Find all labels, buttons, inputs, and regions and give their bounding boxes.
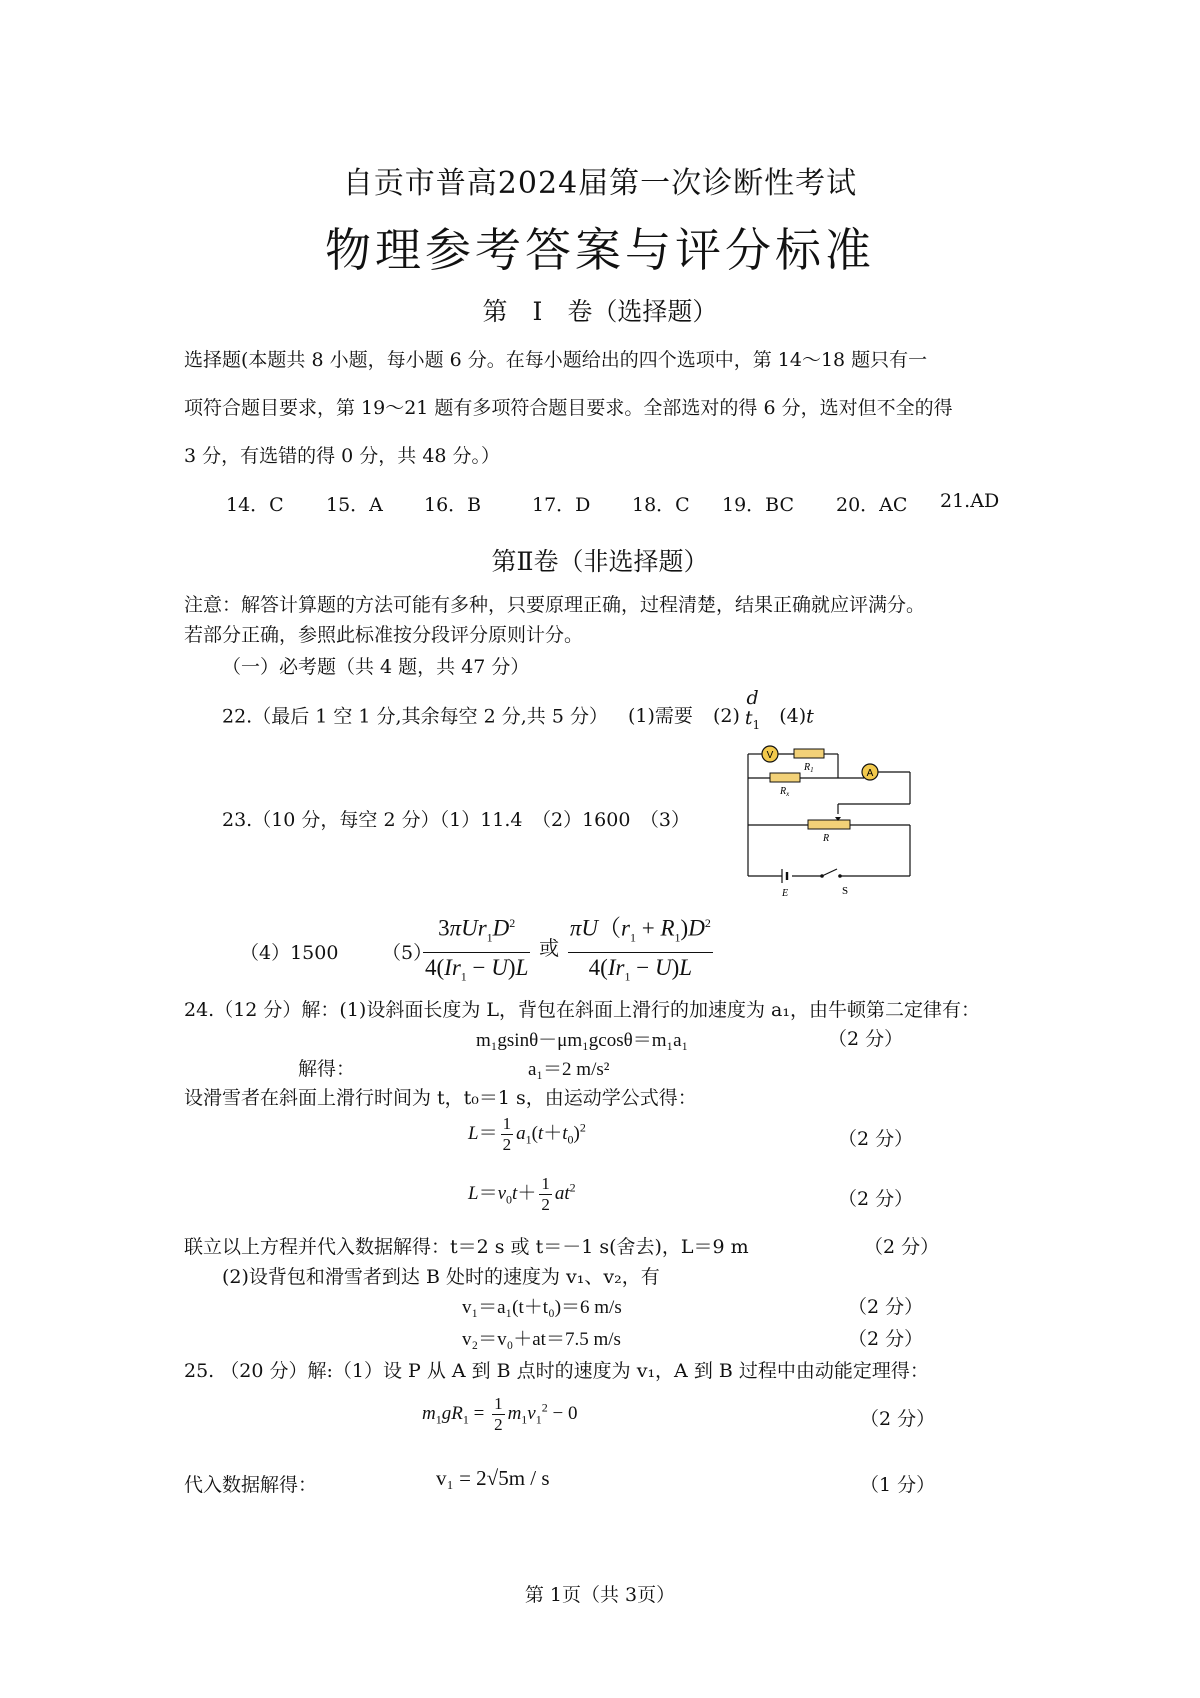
part1-intro-line1: 选择题(本题共 8 小题，每小题 6 分。在每小题给出的四个选项中，第 14～18 题只有一 — [184, 349, 928, 371]
q24-eq1: m₁gsinθ－μm₁gcosθ＝m₁a₁ — [476, 1030, 689, 1051]
section-2-heading: 第Ⅱ卷（非选择题） — [491, 547, 709, 576]
answer-18: 18．C — [632, 494, 690, 516]
q22-a2-fraction: d $t_1$ — [744, 687, 761, 732]
q24-eq1-score: （2 分） — [828, 1028, 904, 1050]
q24-eq4: $L=v_0t+$ $\frac{1}{2}$ $at^2$ — [468, 1174, 576, 1214]
q25-line1: 25. （20 分）解:（1）设 P 从 A 到 B 点时的速度为 v₁，A 到 B 过程中由动能定理得： — [184, 1360, 929, 1382]
q24-eq6-score: （2 分） — [848, 1328, 924, 1350]
q25-eq1-score: （2 分） — [860, 1408, 936, 1430]
answer-16: 16．B — [424, 494, 482, 516]
section-1-heading: 第 Ⅰ 卷（选择题） — [482, 297, 718, 326]
q24-eq4-score: （2 分） — [838, 1188, 914, 1210]
q24-eq2: a₁＝2 m/s² — [528, 1059, 610, 1080]
q22-a1: (1)需要 — [628, 705, 693, 728]
q24-line4: (2)设背包和滑雪者到达 B 处时的速度为 v₁、v₂，有 — [222, 1266, 660, 1288]
q23-a5-label: （5） — [382, 942, 433, 964]
q25-eq2-score: （1 分） — [860, 1474, 936, 1496]
q25-eq2: v₁ = 2√5m / s — [436, 1466, 550, 1490]
q22-a2-label: (2) — [712, 705, 740, 728]
svg-text:R1: $R_1$ — [804, 762, 814, 774]
required-heading: （一）必考题（共 4 题，共 47 分） — [222, 656, 530, 678]
q24-eq3: L＝ $\frac{1}{2}$ $a_1(t+t_0)^2$ — [468, 1114, 586, 1154]
q22-a4-var: t — [806, 705, 814, 728]
rheostat — [808, 820, 850, 829]
q22-a4-label: (4) — [779, 705, 807, 728]
q22-answer — [222, 687, 814, 741]
q23-prefix: 23.（10 分，每空 2 分）（1）11.4 （2）1600 （3） — [222, 809, 691, 831]
resistor-rx — [770, 773, 800, 782]
svg-text:V: V — [766, 750, 774, 761]
q23-a4: （4）1500 — [240, 942, 339, 964]
q24-line1: 24.（12 分）解：(1)设斜面长度为 L，背包在斜面上滑行的加速度为 a₁，由牛顿第二定律有： — [184, 999, 980, 1021]
q24-eq6: v₂＝v₀＋at＝7.5 m/s — [462, 1329, 621, 1350]
q22-prefix: 22.（最后 1 空 1 分,其余每空 2 分,共 5 分） — [222, 705, 608, 728]
q24-eq5: v₁＝a₁(t＋t₀)＝6 m/s — [462, 1297, 622, 1318]
part1-intro-line3: 3 分，有选错的得 0 分，共 48 分。） — [184, 445, 501, 467]
svg-text:R: R — [823, 833, 830, 844]
q25-solve-label: 代入数据解得： — [184, 1474, 318, 1496]
svg-text:S: S — [842, 885, 849, 897]
page-footer: 第 1页（共 3页） — [524, 1584, 676, 1606]
svg-text:A: A — [866, 768, 874, 779]
answer-21: 21.AD — [940, 490, 1000, 512]
answer-key-title: 物理参考答案与评分标准 — [325, 223, 875, 277]
q24-line3-score: （2 分） — [864, 1236, 940, 1258]
svg-text:Rx: $R_x$ — [780, 786, 790, 798]
q23-a5-formula: $\frac{3\pi Ur_1D^2}{4(Ir_1 - U)L}$ 或 $\frac{\pi U(r_1 + R_1)D^2}{4(Ir_1 - U)L}$ — [420, 908, 716, 992]
q24-eq3-score: （2 分） — [838, 1128, 914, 1150]
resistor-r1 — [794, 749, 824, 758]
q24-solve-label: 解得： — [298, 1058, 356, 1080]
q24-line2: 设滑雪者在斜面上滑行时间为 t，t₀＝1 s，由运动学公式得： — [184, 1087, 697, 1109]
note-line2: 若部分正确，参照此标准按分段评分原则计分。 — [184, 624, 584, 646]
answer-19: 19．BC — [722, 494, 795, 516]
part1-intro-line2: 项符合题目要求，第 19～21 题有多项符合题目要求。全部选对的得 6 分，选对但不全的得 — [184, 397, 953, 419]
answer-17: 17．D — [532, 494, 591, 516]
svg-text:E: E — [782, 888, 789, 899]
switch-icon — [820, 874, 824, 878]
q25-eq1: $m_1gR_1$ = $\frac{1}{2}$ $m_1v_1^2 - 0$ — [422, 1394, 578, 1434]
answer-20: 20．AC — [836, 494, 908, 516]
note-line1: 注意：解答计算题的方法可能有多种，只要原理正确，过程清楚，结果正确就应评满分。 — [184, 594, 926, 616]
q24-line3: 联立以上方程并代入数据解得：t＝2 s 或 t＝－1 s(舍去)，L＝9 m — [184, 1236, 749, 1258]
answer-14: 14．C — [226, 494, 284, 516]
answer-15: 15．A — [326, 494, 383, 516]
exam-title: 自贡市普高2024届第一次诊断性考试 — [342, 166, 858, 201]
circuit-diagram — [740, 738, 925, 899]
q24-eq5-score: （2 分） — [848, 1296, 924, 1318]
